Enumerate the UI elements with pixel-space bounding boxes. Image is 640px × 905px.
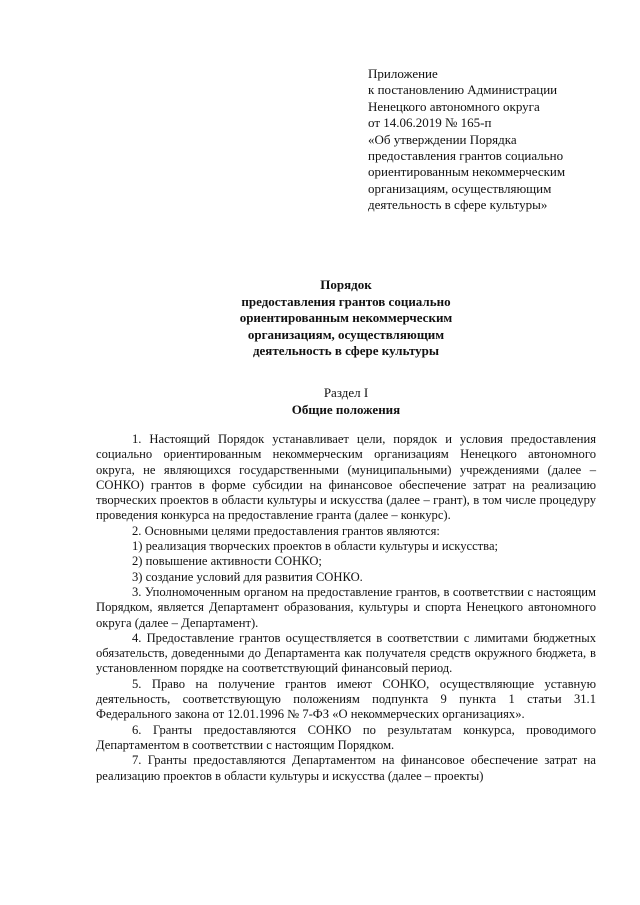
paragraph-1: 1. Настоящий Порядок устанавливает цели, порядок и условия предоставления социально ориентированным некоммерческим организациям Ненецкого автономного округа, не являющихся государственными (муниципальными) учреждениями (далее – СОНКО) грантов в форме субсидии на финансовое обеспечение затрат на реализацию творческих проектов в области культуры и искусства (далее – грант), в том числе процедуру проведения конкурса на предоставление гранта (далее – конкурс). [96, 432, 596, 523]
list-item-2: 2) повышение активности СОНКО; [132, 554, 322, 569]
document-body [96, 432, 596, 784]
appendix-line: деятельность в сфере культуры» [368, 197, 548, 213]
appendix-line: организациям, осуществляющим [368, 180, 552, 196]
section-number: Раздел I [323, 385, 369, 400]
list-item-1: 1) реализация творческих проектов в области культуры и искусства; [132, 539, 499, 554]
paragraph-7: 7. Гранты предоставляются Департаментом на финансовое обеспечение затрат на реализацию проектов в области культуры и искусства (далее – проекты) [96, 753, 596, 783]
section-heading: Общие положения [291, 401, 401, 417]
paragraph-4: 4. Предоставление грантов осуществляется в соответствии с лимитами бюджетных обязательств, доведенными до Департамента как получателя средств окружного бюджета, в установленном порядке на соответствующий финансовый период. [96, 630, 596, 676]
appendix-line: к постановлению Администрации [368, 82, 558, 98]
appendix-line: ориентированным некоммерческим [368, 164, 566, 180]
section-header [96, 385, 596, 418]
appendix-block [368, 66, 628, 214]
paragraph-3: 3. Уполномоченным органом на предоставление грантов, в соответствии с настоящим Порядком, является Департамент образования, культуры и спорта Ненецкого автономного округа (далее – Департамент). [96, 584, 596, 630]
paragraph-5: 5. Право на получение грантов имеют СОНКО, осуществляющие уставную деятельность, соответствующую положениям подпункта 9 пункта 1 статьи 31.1 Федерального закона от 12.01.1996 № 7-ФЗ «О некоммерческих организациях». [96, 676, 596, 722]
title-line: предоставления грантов социально [241, 293, 451, 309]
appendix-line: Ненецкого автономного округа [368, 98, 540, 114]
appendix-line: предоставления грантов социально [368, 148, 564, 164]
list-item-3: 3) создание условий для развития СОНКО. [132, 569, 363, 584]
document-title [96, 277, 596, 360]
appendix-line: от 14.06.2019 № 165-п [368, 115, 492, 131]
title-line: ориентированным некоммерческим [239, 310, 453, 325]
paragraph-2: 2. Основными целями предоставления грантов являются: [132, 523, 440, 538]
title-line: организациям, осуществляющим [247, 326, 445, 342]
appendix-line: Приложение [368, 66, 438, 81]
title-line: Порядок [320, 277, 372, 292]
appendix-line: «Об утверждении Порядка [368, 131, 517, 147]
paragraph-6: 6. Гранты предоставляются СОНКО по результатам конкурса, проводимого Департаментом в соответствии с настоящим Порядком. [96, 722, 596, 752]
title-line: деятельность в сфере культуры [252, 343, 440, 358]
